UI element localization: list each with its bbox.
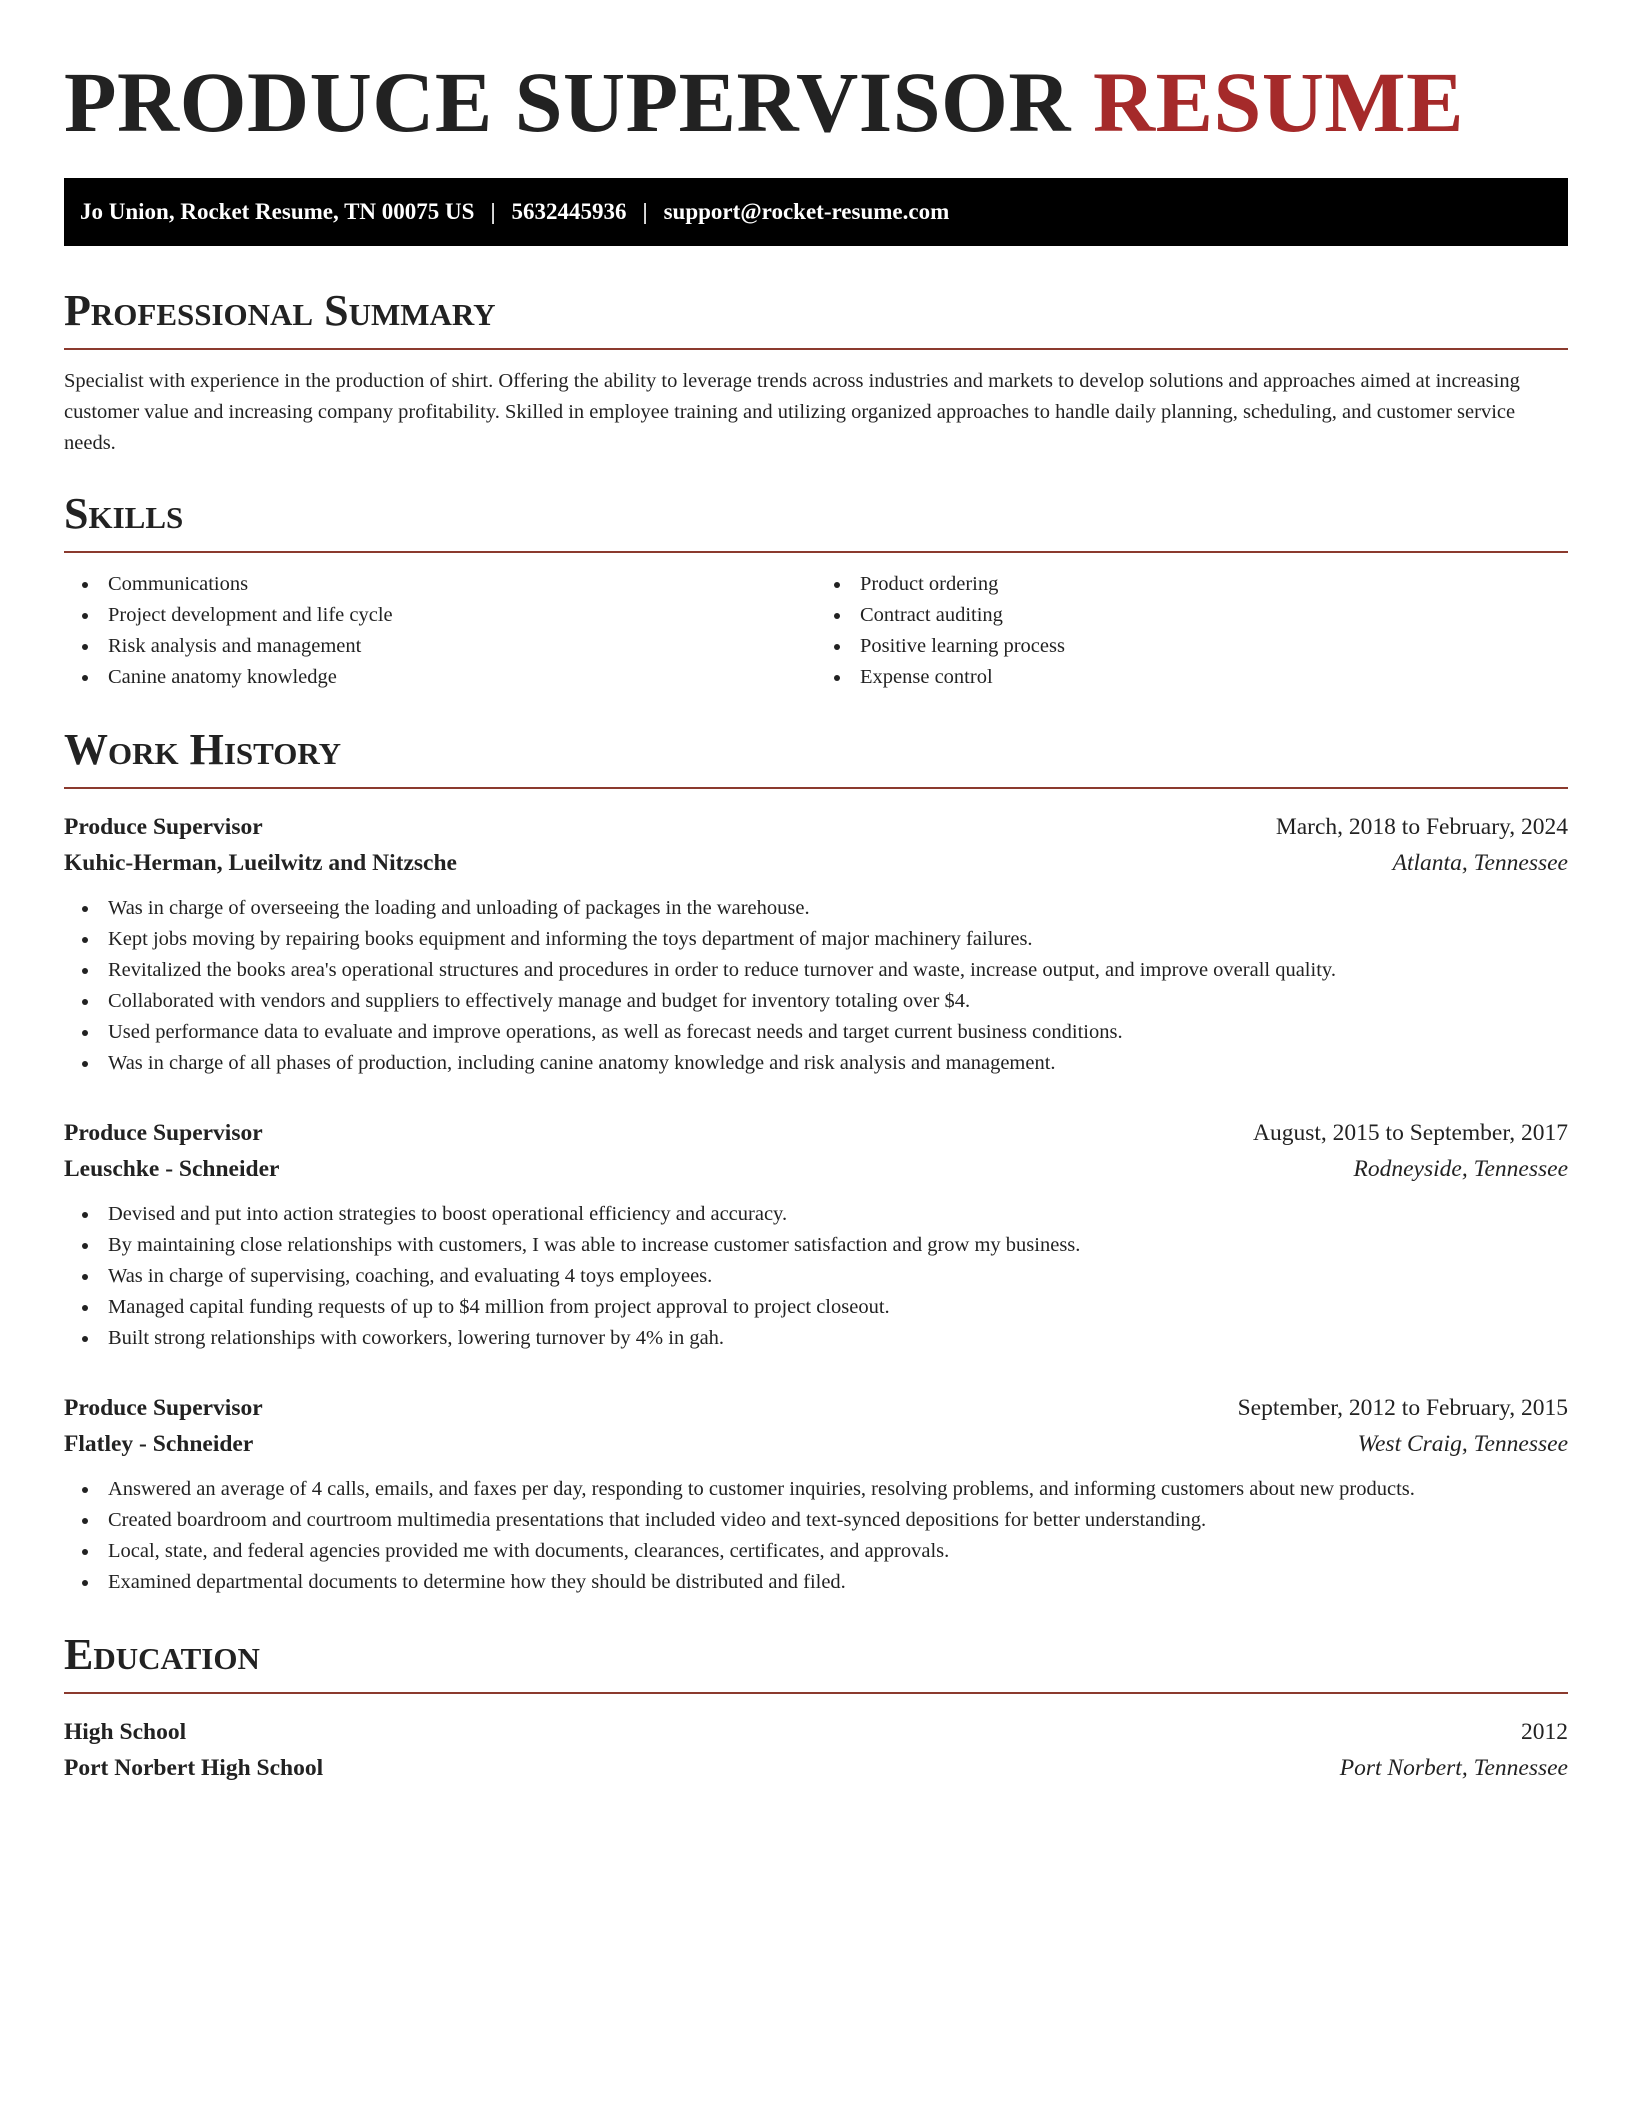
skill-item: Project development and life cycle (108, 600, 816, 631)
duty-item: Was in charge of overseeing the loading and unloading of packages in the warehouse. (108, 893, 1568, 924)
summary-heading: Professional Summary (64, 286, 1568, 350)
duty-item: Collaborated with vendors and suppliers to effectively manage and budget for inventory totaling over $4. (108, 986, 1568, 1017)
duty-item: Managed capital funding requests of up to $4 million from project approval to project closeout. (108, 1292, 1568, 1323)
job-dates: March, 2018 to February, 2024 (1275, 814, 1568, 840)
skill-item: Contract auditing (860, 600, 1568, 631)
education-entry (64, 1714, 1568, 1786)
education-school-row (64, 1750, 1568, 1786)
summary-text: Specialist with experience in the production of shirt. Offering the ability to leverage trends across industries and markets to develop solutions and approaches aimed at increasing customer value and increasing company profitability. Skilled in employee training and utilizing organized approaches to handle daily planning, scheduling, and customer service needs. (64, 370, 1520, 454)
summary-section (64, 286, 1568, 459)
job-dates: August, 2015 to September, 2017 (1253, 1120, 1568, 1146)
job-duties (64, 1199, 1568, 1354)
duty-item: Answered an average of 4 calls, emails, and faxes per day, responding to customer inquiries, resolving problems, and informing customers about new products. (108, 1474, 1568, 1505)
skills-left-column (64, 569, 816, 693)
duty-item: Was in charge of all phases of production, including canine anatomy knowledge and risk analysis and management. (108, 1048, 1568, 1079)
duty-item: Built strong relationships with coworkers, lowering turnover by 4% in gah. (108, 1323, 1568, 1354)
duty-item: Revitalized the books area's operational structures and procedures in order to reduce turnover and waste, increase output, and improve overall quality. (108, 955, 1568, 986)
job-company-row (64, 1151, 1568, 1187)
job-duties (64, 893, 1568, 1079)
job-location: West Craig, Tennessee (1357, 1431, 1568, 1457)
work-history-heading: Work History (64, 725, 1568, 789)
contact-bar (64, 178, 1568, 246)
duty-item: Kept jobs moving by repairing books equipment and informing the toys department of major machinery failures. (108, 924, 1568, 955)
duty-item: Local, state, and federal agencies provided me with documents, clearances, certificates, and approvals. (108, 1536, 1568, 1567)
skills-section (64, 489, 1568, 693)
skill-item: Product ordering (860, 569, 1568, 600)
contact-separator: | (642, 199, 648, 224)
job-company: Leuschke - Schneider (64, 1156, 280, 1182)
education-degree: High School (64, 1719, 187, 1745)
job-location: Rodneyside, Tennessee (1353, 1156, 1568, 1182)
duty-item: By maintaining close relationships with customers, I was able to increase customer satisfaction and grow my business. (108, 1230, 1568, 1261)
job-dates: September, 2012 to February, 2015 (1237, 1395, 1568, 1421)
education-school: Port Norbert High School (64, 1755, 324, 1781)
job-company: Kuhic-Herman, Lueilwitz and Nitzsche (64, 850, 457, 876)
contact-phone: 5632445936 (511, 199, 627, 224)
job-title-row (64, 1390, 1568, 1426)
duty-item: Devised and put into action strategies to boost operational efficiency and accuracy. (108, 1199, 1568, 1230)
education-degree-row (64, 1714, 1568, 1750)
skills-grid (64, 569, 1568, 693)
education-location: Port Norbert, Tennessee (1339, 1755, 1568, 1781)
education-year: 2012 (1521, 1719, 1568, 1745)
job-title: Produce Supervisor (64, 1395, 263, 1421)
skills-heading: Skills (64, 489, 1568, 553)
job-entry (64, 1390, 1568, 1598)
contact-email: support@rocket-resume.com (663, 199, 950, 224)
skill-item: Risk analysis and management (108, 631, 816, 662)
job-company-row (64, 1426, 1568, 1462)
title-main: PRODUCE SUPERVISOR (64, 54, 1072, 150)
job-title-row (64, 809, 1568, 845)
education-heading: Education (64, 1630, 1568, 1694)
job-company-row (64, 845, 1568, 881)
title-accent: RESUME (1093, 54, 1464, 150)
job-title: Produce Supervisor (64, 1120, 263, 1146)
skill-item: Expense control (860, 662, 1568, 693)
skill-item: Positive learning process (860, 631, 1568, 662)
skill-item: Communications (108, 569, 816, 600)
skills-right-column (816, 569, 1568, 693)
resume-title (64, 52, 1568, 152)
work-history-section (64, 725, 1568, 1598)
education-section (64, 1630, 1568, 1786)
job-entry (64, 1115, 1568, 1354)
job-title: Produce Supervisor (64, 814, 263, 840)
job-entry (64, 809, 1568, 1079)
duty-item: Examined departmental documents to determine how they should be distributed and filed. (108, 1567, 1568, 1598)
job-title-row (64, 1115, 1568, 1151)
duty-item: Was in charge of supervising, coaching, and evaluating 4 toys employees. (108, 1261, 1568, 1292)
duty-item: Used performance data to evaluate and improve operations, as well as forecast needs and target current business conditions. (108, 1017, 1568, 1048)
contact-address: Jo Union, Rocket Resume, TN 00075 US (80, 199, 475, 224)
skill-item: Canine anatomy knowledge (108, 662, 816, 693)
job-duties (64, 1474, 1568, 1598)
job-location: Atlanta, Tennessee (1392, 850, 1568, 876)
contact-separator: | (490, 199, 496, 224)
duty-item: Created boardroom and courtroom multimedia presentations that included video and text-synced depositions for better understanding. (108, 1505, 1568, 1536)
job-company: Flatley - Schneider (64, 1431, 254, 1457)
